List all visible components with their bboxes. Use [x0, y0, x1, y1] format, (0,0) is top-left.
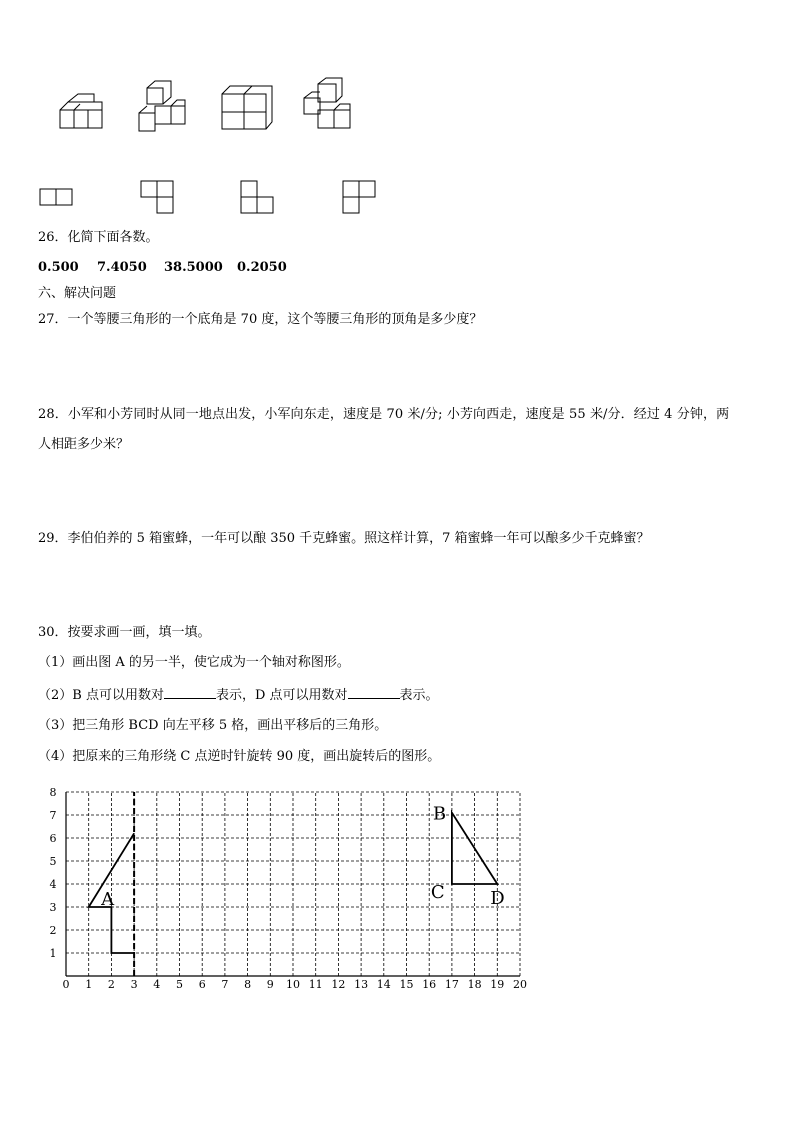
- section6-title: 六、解决问题: [38, 286, 117, 301]
- y-tick-label: 3: [49, 901, 57, 914]
- cube-figures: [0, 0, 794, 230]
- x-tick-label: 4: [153, 978, 161, 991]
- x-tick-label: 5: [176, 978, 183, 991]
- answer-blank-d[interactable]: [348, 686, 400, 699]
- q27-text: 27．一个等腰三角形的一个底角是 70 度，这个等腰三角形的顶角是多少度？: [38, 312, 483, 327]
- x-tick-label: 9: [266, 978, 274, 991]
- cube-figure-1: [60, 94, 102, 128]
- label-c: C: [430, 882, 445, 903]
- q30-sub4: （4）把原来的三角形绕 C 点逆时针旋转 90 度，画出旋转后的图形。: [38, 749, 441, 764]
- label-d: D: [490, 888, 505, 909]
- y-tick-label: 1: [49, 947, 57, 960]
- q30-sub1: （1）画出图 A 的另一半，使它成为一个轴对称图形。: [38, 655, 350, 670]
- x-tick-label: 16: [422, 978, 437, 991]
- q29-text: 29．李伯伯养的 5 箱蜜蜂，一年可以酿 350 千克蜂蜜。照这样计算，7 箱蜜蜂一年可以酿多少千克蜂蜜？: [38, 531, 650, 546]
- x-tick-label: 0: [62, 978, 70, 991]
- q26-number-1: 0.500: [38, 260, 79, 275]
- x-tick-label: 17: [444, 978, 459, 991]
- x-tick-label: 3: [130, 978, 138, 991]
- q26-title: 26．化简下面各数。: [38, 230, 159, 245]
- x-tick-label: 6: [198, 978, 206, 991]
- q26-number-4: 0.2050: [237, 260, 287, 275]
- view-figure-1: [40, 189, 72, 205]
- view-figure-4: [343, 181, 375, 213]
- x-tick-label: 19: [490, 978, 505, 991]
- y-tick-label: 6: [49, 832, 57, 845]
- answer-blank-b[interactable]: [164, 686, 216, 699]
- y-tick-label: 4: [49, 878, 57, 891]
- cube-figure-2: [139, 81, 185, 131]
- q30-sub3: （3）把三角形 BCD 向左平移 5 格，画出平移后的三角形。: [38, 718, 388, 733]
- x-tick-label: 12: [331, 978, 346, 991]
- q28-line1: 28．小军和小芳同时从同一地点出发，小军向东走，速度是 70 米/分; 小芳向西走，速度是 55 米/分．经过 4 分钟，两: [38, 407, 730, 422]
- view-figure-3: [241, 181, 273, 213]
- x-tick-label: 1: [85, 978, 93, 991]
- q30-sub2: [38, 686, 439, 705]
- y-tick-label: 5: [49, 855, 57, 868]
- y-tick-label: 2: [49, 924, 57, 937]
- x-tick-label: 11: [308, 978, 323, 991]
- x-tick-label: 2: [107, 978, 115, 991]
- x-tick-label: 18: [467, 978, 482, 991]
- x-tick-label: 15: [399, 978, 414, 991]
- x-tick-label: 20: [513, 978, 527, 991]
- cube-figure-4: [304, 78, 350, 128]
- y-tick-label: 8: [49, 786, 57, 799]
- q30-title: 30．按要求画一画，填一填。: [38, 625, 211, 640]
- label-b: B: [432, 803, 447, 825]
- q30-sub2-a: （2）B 点可以用数对: [38, 688, 164, 703]
- x-tick-label: 14: [376, 978, 391, 991]
- q28-line2: 人相距多少米？: [38, 437, 130, 452]
- triangle-bcd: [452, 813, 497, 884]
- q26-number-2: 7.4050: [97, 260, 147, 275]
- q30-sub2-c: 表示。: [399, 688, 439, 703]
- view-figure-2: [141, 181, 173, 213]
- x-tick-label: 7: [221, 978, 229, 991]
- shape-a: [89, 833, 134, 953]
- x-tick-label: 13: [354, 978, 369, 991]
- cube-figure-3: [222, 86, 272, 129]
- label-a: A: [101, 889, 115, 910]
- q26-number-3: 38.5000: [164, 260, 223, 275]
- x-tick-label: 8: [244, 978, 252, 991]
- q30-sub2-b: 表示，D 点可以用数对: [215, 688, 348, 703]
- x-tick-label: 10: [286, 978, 300, 991]
- y-tick-label: 7: [49, 809, 57, 822]
